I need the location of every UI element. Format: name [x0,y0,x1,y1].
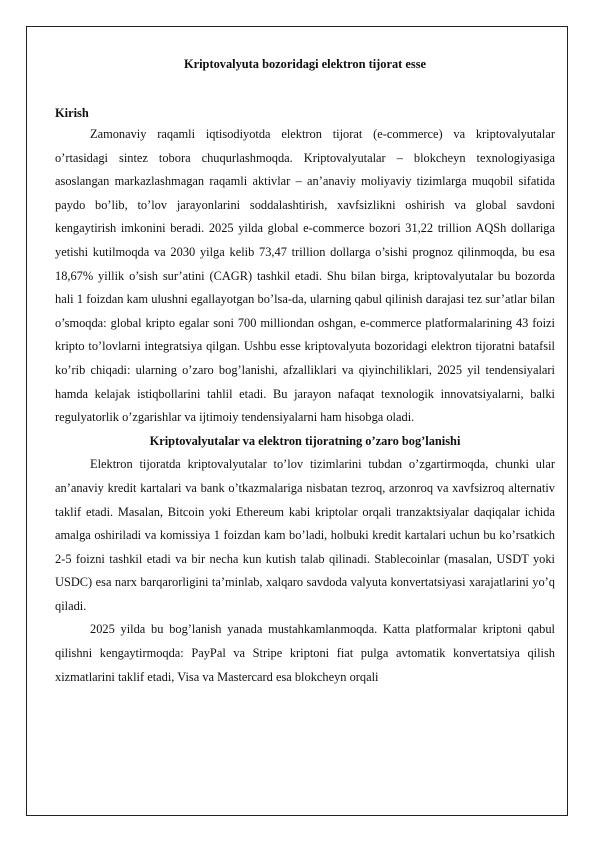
section-paragraph-1: Elektron tijoratda kriptovalyutalar to’lov tizimlarini tubdan o’zgartirmoqda, chunki ular an’anaviy kredit kartalari va bank o’tkazmalariga nisbatan tezroq, arzonroq va xavfsizroq alternativ taklif etadi. Masalan, Bitcoin yoki Ethereum kabi kriptolar orqali tranzaktsiyalar daqiqalar ichida amalga oshiriladi va komissiya 1 foizdan kam bo’ladi, holbuki kredit kartalari uchun bu ko’rsatkich 2-5 foizni tashkil etadi va bir necha kun kutish talab qilinadi. Stablecoinlar (masalan, USDT yoki USDC) esa narx barqarorligini ta’minlab, xalqaro savdoda valyuta konvertatsiyasi xarajatlarini yo’q qiladi. [55,457,555,613]
section-heading: Kriptovalyutalar va elektron tijoratning o’zaro bog’lanishi [149,433,461,448]
intro-paragraph: Zamonaviy raqamli iqtisodiyotda elektron tijorat (e-commerce) va kriptovalyutalar o’rtasidagi sintez tobora chuqurlashmoqda. Kriptovalyutalar – blokcheyn texnologiyasiga asoslangan markazlashmagan raqamli aktivlar – an’anaviy moliyaviy tizimlarga muqobil sifatida paydo bo’lib, to’lov jarayonlarini soddalashtirish, xavfsizlikni oshirish va global savdoni kengaytirish imkonini beradi. 2025 yilda global e-commerce bozori 31,22 trillion AQSh dollariga yetishi kutilmoqda va 2030 yilga kelib 73,47 trillion dollarga o’sishi prognoz qilinmoqda, bu esa 18,67% yillik o’sish sur’atini (CAGR) tashkil etadi. Shu bilan birga, kriptovalyutalar bu bozorda hali 1 foizdan kam ulushni egallayotgan bo’lsa-da, ularning qabul qilinish darajasi tez sur’atlar bilan o’smoqda: global kripto egalar soni 700 milliondan oshgan, e-commerce platformalarining 43 foizi kripto to’lovlarni integratsiya qilgan. Ushbu esse kriptovalyuta bozoridagi elektron tijoratni batafsil ko’rib chiqadi: ularning o’zaro bog’lanishi, afzalliklari va qiyinchiliklari, 2025 yil tendensiyalari hamda kelajak istiqbollarini tahlil etadi. Bu jarayon nafaqat texnologik innovatsiyalarni, balki regulyatorlik o’zgarishlar va ijtimoiy tendensiyalarni ham hisobga oladi. [55,127,555,425]
intro-heading: Kirish [55,106,89,120]
document-title: Kriptovalyuta bozoridagi elektron tijorat esse [183,57,427,71]
section-paragraph-2: 2025 yilda bu bog’lanish yanada mustahkamlanmoqda. Katta platformalar kriptoni qabul qilishni kengaytirmoqda: PayPal va Stripe kriptoni fiat pulga avtomatik konvertatsiya qilish xizmatlarini taklif etadi, Visa va Mastercard esa blokcheyn orqali [55,622,555,684]
document-body [55,52,555,689]
